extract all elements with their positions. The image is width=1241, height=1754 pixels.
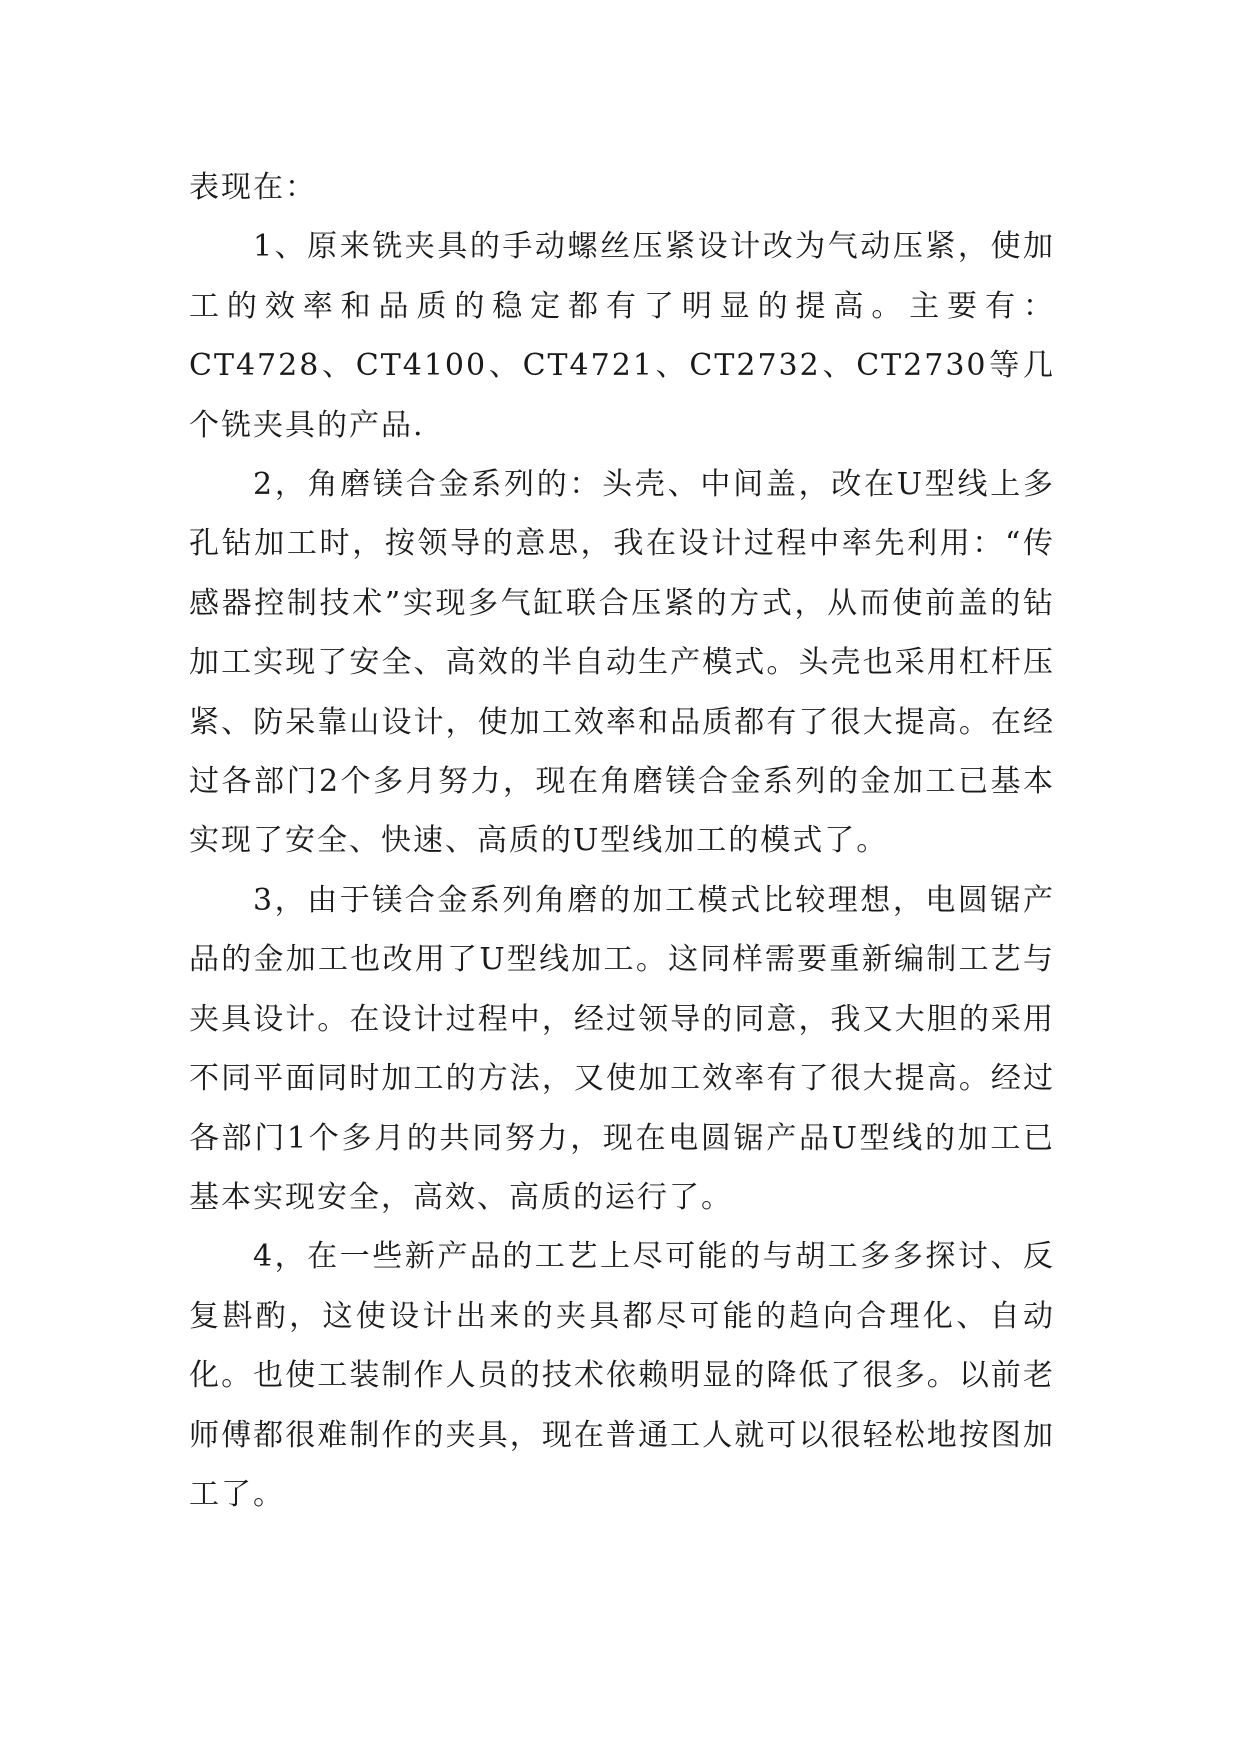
paragraph-item-3: 3，由于镁合金系列角磨的加工模式比较理想，电圆锯产品的金加工也改用了U型线加工。这同样需要重新编制工艺与夹具设计。在设计过程中，经过领导的同意，我又大胆的采用不同平面同时加工的方法，又使加工效率有了很大提高。经过各部门1个多月的共同努力，现在电圆锯产品U型线的加工已基本实现安全，高效、高质的运行了。	[189, 882, 1055, 1215]
paragraph-intro: 表现在：	[189, 170, 317, 205]
paragraph-item-2: 2，角磨镁合金系列的：头壳、中间盖，改在U型线上多孔钻加工时，按领导的意思，我在设计过程中率先利用：“传感器控制技术”实现多气缸联合压紧的方式，从而使前盖的钻加工实现了安全、高效的半自动生产模式。头壳也采用杠杆压紧、防呆靠山设计，使加工效率和品质都有了很大提高。在经过各部门2个多月努力，现在角磨镁合金系列的金加工已基本实现了安全、快速、高质的U型线加工的模式了。	[189, 467, 1055, 859]
document-body	[189, 158, 1055, 1524]
paragraph-item-1: 1、原来铣夹具的手动螺丝压紧设计改为气动压紧，使加工的效率和品质的稳定都有了明显的提高。主要有：CT4728、CT4100、CT4721、CT2732、CT2730等几个铣夹具的产品.	[189, 229, 1055, 443]
paragraph-item-4: 4，在一些新产品的工艺上尽可能的与胡工多多探讨、反复斟酌，这使设计出来的夹具都尽可能的趋向合理化、自动化。也使工装制作人员的技术依赖明显的降低了很多。以前老师傅都很难制作的夹具，现在普通工人就可以很轻松地按图加工了。	[189, 1239, 1055, 1512]
